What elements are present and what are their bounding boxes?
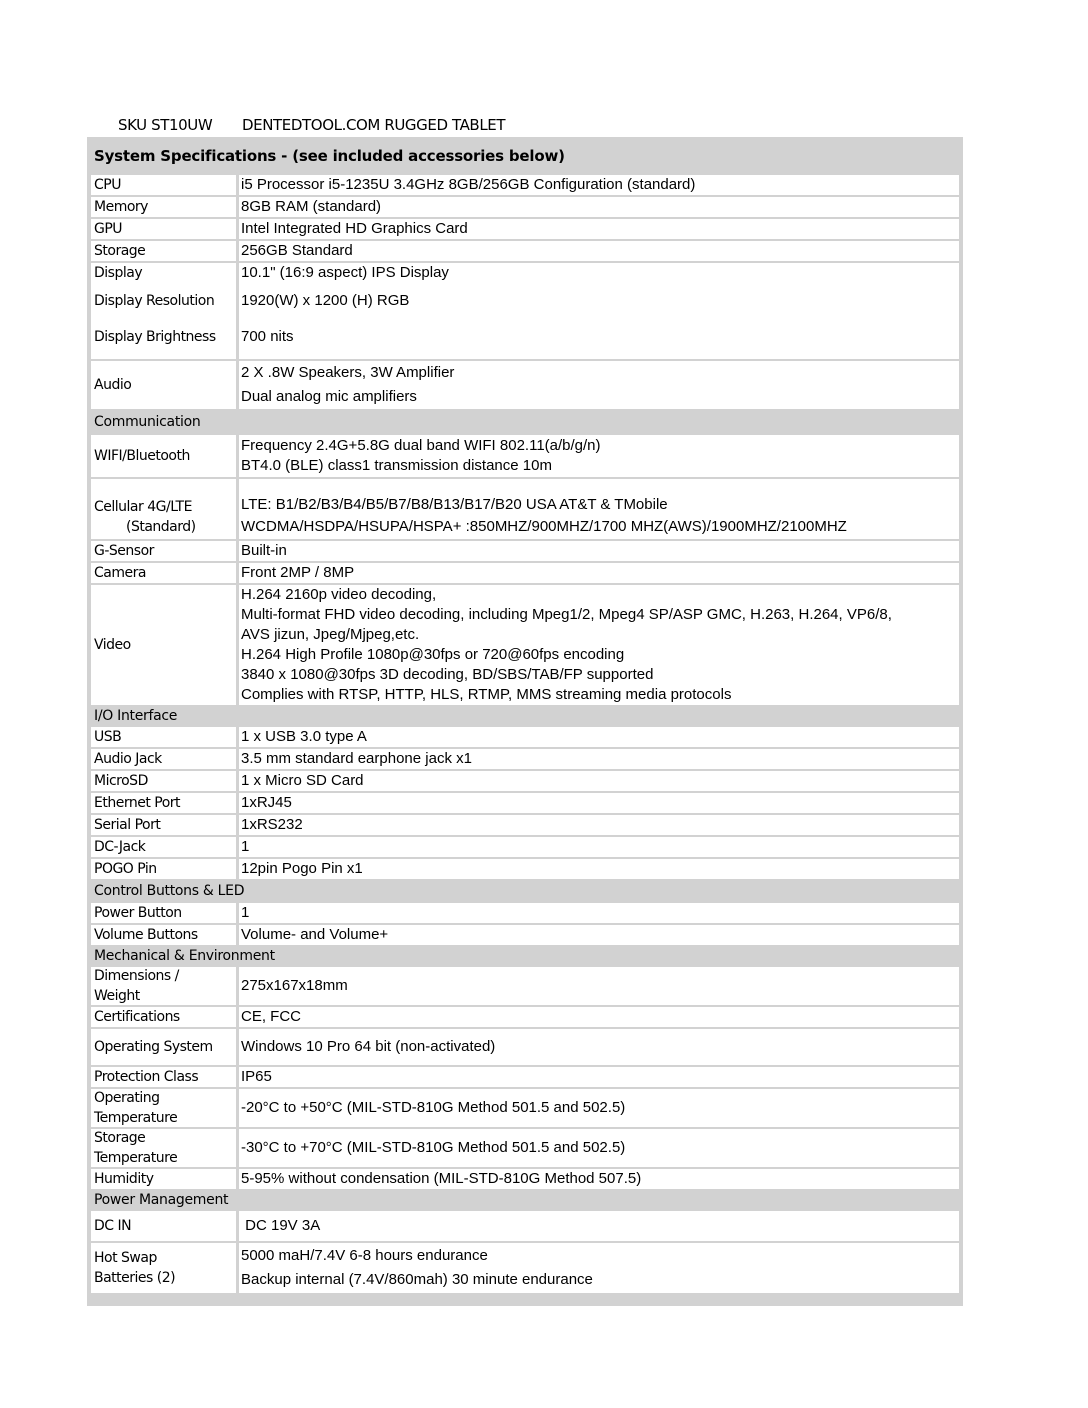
spec-row-microsd (91, 771, 959, 791)
section-control-buttons: Control Buttons & LED (91, 879, 959, 903)
document-header (118, 116, 505, 134)
spec-value-humidity: 5-95% without condensation (MIL-STD-810G Method 507.5) (239, 1169, 959, 1189)
operating-temp-label-1: Operating (94, 1090, 160, 1106)
spec-label-audio-jack: Audio Jack (91, 749, 236, 769)
spec-label-video: Video (91, 585, 236, 705)
section-mechanical: Mechanical & Environment (91, 945, 959, 967)
video-line: Multi-format FHD video decoding, including Mpeg1/2, Mpeg4 SP/ASP GMC, H.263, H.264, VP6/8, (241, 606, 892, 623)
spec-label-audio: Audio (91, 361, 236, 409)
spec-value-operating-temp: -20°C to +50°C (MIL-STD-810G Method 501.5 and 502.5) (239, 1089, 959, 1127)
batteries-value-2: Backup internal (7.4V/860mah) 30 minute endurance (241, 1271, 593, 1288)
spec-row-humidity (91, 1169, 959, 1189)
spec-label-ethernet: Ethernet Port (91, 793, 236, 813)
spec-label-power-button: Power Button (91, 903, 236, 923)
spec-value-microsd: 1 x Micro SD Card (239, 771, 959, 791)
spec-label-protection: Protection Class (91, 1067, 236, 1087)
spec-value-os: Windows 10 Pro 64 bit (non-activated) (239, 1029, 959, 1065)
spec-row-display (91, 263, 959, 359)
spec-row-storage (91, 241, 959, 261)
spec-row-operating-temp (91, 1089, 959, 1127)
spec-label-display (91, 263, 236, 359)
batteries-label-1: Hot Swap (94, 1250, 157, 1266)
spec-table (87, 137, 963, 1306)
spec-label-humidity: Humidity (91, 1169, 236, 1189)
spec-label-dimensions (91, 967, 236, 1005)
spec-row-pogo (91, 859, 959, 879)
spec-row-volume (91, 925, 959, 945)
spec-value-certifications: CE, FCC (239, 1007, 959, 1027)
spec-label-usb: USB (91, 727, 236, 747)
spec-row-video (91, 585, 959, 705)
spec-label-dc-jack: DC-Jack (91, 837, 236, 857)
spec-label-storage: Storage (91, 241, 236, 261)
spec-label-pogo: POGO Pin (91, 859, 236, 879)
spec-value-audio-jack: 3.5 mm standard earphone jack x1 (239, 749, 959, 769)
video-line: H.264 2160p video decoding, (241, 586, 437, 603)
spec-value-wifi (239, 435, 959, 477)
spec-value-gsensor: Built-in (239, 541, 959, 561)
spec-label-memory: Memory (91, 197, 236, 217)
batteries-value-1: 5000 maH/7.4V 6-8 hours endurance (241, 1247, 488, 1264)
spec-row-ethernet (91, 793, 959, 813)
spec-row-os (91, 1029, 959, 1065)
display-resolution-label: Display Resolution (94, 293, 215, 309)
spec-row-protection (91, 1067, 959, 1087)
operating-temp-label-2: Temperature (94, 1110, 178, 1126)
dimensions-label-1: Dimensions / (94, 968, 179, 984)
spec-row-cellular (91, 479, 959, 539)
spec-row-cpu (91, 175, 959, 195)
spec-value-gpu: Intel Integrated HD Graphics Card (239, 219, 959, 239)
spec-label-wifi: WIFI/Bluetooth (91, 435, 236, 477)
spec-label-microsd: MicroSD (91, 771, 236, 791)
storage-temp-label-2: Temperature (94, 1150, 178, 1166)
spec-label-cpu: CPU (91, 175, 236, 195)
section-communication: Communication (91, 409, 959, 435)
spec-value-dimensions: 275x167x18mm (239, 967, 959, 1005)
spec-value-usb: 1 x USB 3.0 type A (239, 727, 959, 747)
spec-label-gpu: GPU (91, 219, 236, 239)
wifi-value-2: BT4.0 (BLE) class1 transmission distance 10m (241, 457, 552, 474)
spec-label-os: Operating System (91, 1029, 236, 1065)
cellular-value-1: LTE: B1/B2/B3/B4/B5/B7/B8/B13/B17/B20 USA AT&T & TMobile (241, 496, 668, 513)
main-section-title: System Specifications - (see included accessories below) (91, 139, 959, 173)
spec-value-pogo: 12pin Pogo Pin x1 (239, 859, 959, 879)
spec-label-dc-in: DC IN (91, 1211, 236, 1241)
cellular-label-1: Cellular 4G/LTE (94, 499, 192, 515)
spec-value-storage: 256GB Standard (239, 241, 959, 261)
spec-value-serial: 1xRS232 (239, 815, 959, 835)
spec-value-camera: Front 2MP / 8MP (239, 563, 959, 583)
spec-row-gpu (91, 219, 959, 239)
spec-value-dc-jack: 1 (239, 837, 959, 857)
spec-row-audio (91, 361, 959, 409)
display-brightness-label: Display Brightness (94, 329, 216, 345)
spec-label-camera: Camera (91, 563, 236, 583)
spec-value-cellular (239, 479, 959, 539)
video-line: 3840 x 1080@30fps 3D decoding, BD/SBS/TAB/FP supported (241, 666, 654, 683)
spec-label-cellular (91, 479, 236, 539)
display-label: Display (94, 265, 143, 281)
spec-row-serial (91, 815, 959, 835)
spec-row-certifications (91, 1007, 959, 1027)
spec-value-video (239, 585, 959, 705)
storage-temp-label-1: Storage (94, 1130, 146, 1146)
spec-value-power-button: 1 (239, 903, 959, 923)
spec-value-cpu: i5 Processor i5-1235U 3.4GHz 8GB/256GB Configuration (standard) (239, 175, 959, 195)
spec-label-serial: Serial Port (91, 815, 236, 835)
spec-value-display (239, 263, 959, 359)
spec-row-dc-jack (91, 837, 959, 857)
document-title: DENTEDTOOL.COM RUGGED TABLET (242, 116, 506, 134)
spec-value-volume: Volume- and Volume+ (239, 925, 959, 945)
wifi-value-1: Frequency 2.4G+5.8G dual band WIFI 802.11(a/b/g/n) (241, 437, 601, 454)
spec-label-batteries (91, 1243, 236, 1293)
video-line: H.264 High Profile 1080p@30fps or 720@60fps encoding (241, 646, 625, 663)
display-resolution-value: 1920(W) x 1200 (H) RGB (241, 292, 410, 309)
spec-row-camera (91, 563, 959, 583)
spec-value-dc-in: DC 19V 3A (239, 1211, 959, 1241)
sku-label: SKU ST10UW (118, 116, 213, 134)
display-value: 10.1" (16:9 aspect) IPS Display (241, 264, 449, 281)
spec-value-batteries (239, 1243, 959, 1293)
spec-value-audio (239, 361, 959, 409)
video-line: AVS jizun, Jpeg/Mjpeg,etc. (241, 626, 420, 643)
spec-value-protection: IP65 (239, 1067, 959, 1087)
spec-row-power-button (91, 903, 959, 923)
section-io-interface: I/O Interface (91, 705, 959, 727)
dimensions-label-2: Weight (94, 988, 140, 1004)
spec-label-gsensor: G-Sensor (91, 541, 236, 561)
spec-row-usb (91, 727, 959, 747)
spec-row-dc-in (91, 1211, 959, 1241)
spec-row-dimensions (91, 967, 959, 1005)
cellular-label-2: (Standard) (126, 519, 196, 535)
spec-label-certifications: Certifications (91, 1007, 236, 1027)
spec-value-memory: 8GB RAM (standard) (239, 197, 959, 217)
spec-row-batteries (91, 1243, 959, 1293)
section-power-management: Power Management (91, 1189, 959, 1211)
spec-label-storage-temp (91, 1129, 236, 1167)
spec-value-ethernet: 1xRJ45 (239, 793, 959, 813)
audio-value-1: 2 X .8W Speakers, 3W Amplifier (241, 364, 455, 381)
audio-value-2: Dual analog mic amplifiers (241, 388, 417, 405)
batteries-label-2: Batteries (2) (94, 1270, 176, 1286)
spec-row-gsensor (91, 541, 959, 561)
cellular-value-2: WCDMA/HSDPA/HSUPA/HSPA+ :850MHZ/900MHZ/1700 MHZ(AWS)/1900MHZ/2100MHZ (241, 518, 847, 535)
spec-row-storage-temp (91, 1129, 959, 1167)
spec-value-storage-temp: -30°C to +70°C (MIL-STD-810G Method 501.5 and 502.5) (239, 1129, 959, 1167)
spec-label-volume: Volume Buttons (91, 925, 236, 945)
spec-row-audio-jack (91, 749, 959, 769)
video-line: Complies with RTSP, HTTP, HLS, RTMP, MMS streaming media protocols (241, 686, 732, 703)
spec-label-operating-temp (91, 1089, 236, 1127)
display-brightness-value: 700 nits (241, 328, 294, 345)
spec-row-memory (91, 197, 959, 217)
spec-row-wifi (91, 435, 959, 477)
